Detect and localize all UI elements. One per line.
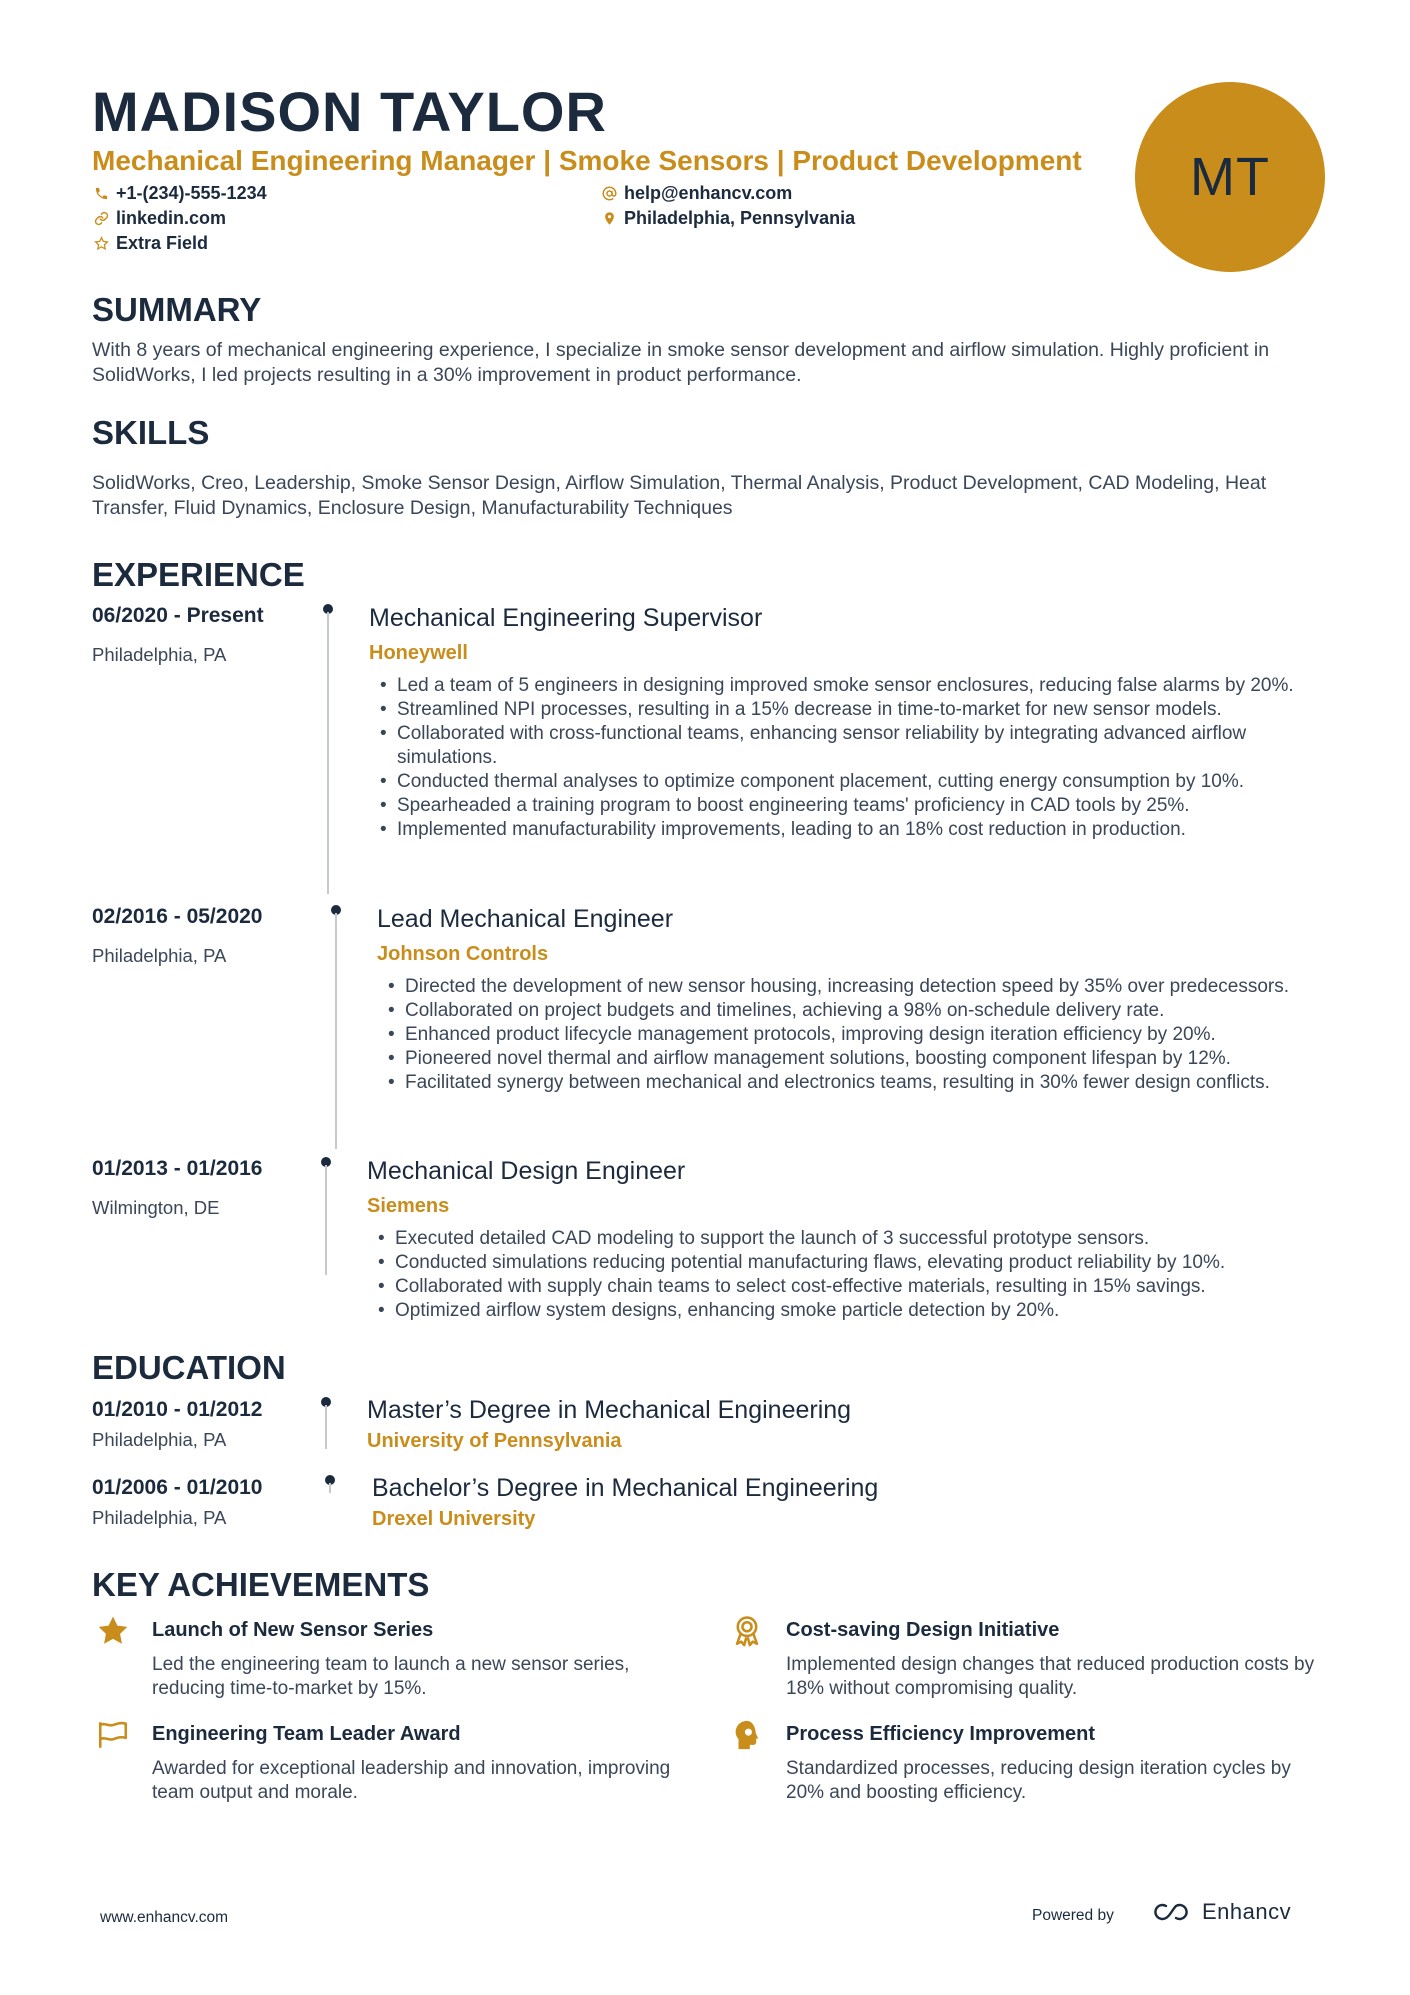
footer-website[interactable]: www.enhancv.com [100, 1909, 229, 1926]
degree-title: Bachelor’s Degree in Mechanical Engineering [372, 1474, 879, 1502]
at-sign-icon [600, 184, 618, 202]
job-dates: 02/2016 - 05/2020 [92, 905, 263, 928]
star-icon [94, 1612, 132, 1650]
bullet-item: • Executed detailed CAD modeling to support the launch of 3 successful prototype sensors. [373, 1227, 1333, 1251]
education-heading: EDUCATION [92, 1349, 286, 1386]
achievement-title: Engineering Team Leader Award [152, 1723, 461, 1745]
timeline-line [335, 913, 337, 1149]
company-name: Siemens [367, 1195, 450, 1217]
achievement-desc: Awarded for exceptional leadership and innovation, improving team output and morale. [152, 1758, 671, 1803]
job-title: Mechanical Design Engineer [367, 1157, 686, 1185]
head-gear-icon [728, 1716, 766, 1754]
bullet-item: • Enhanced product lifecycle management protocols, improving design iteration efficiency by 20%. [383, 1023, 1333, 1047]
skills-heading: SKILLS [92, 414, 210, 451]
bullet-item: • Conducted simulations reducing potential manufacturing flaws, elevating product reliability by 10%. [373, 1251, 1333, 1275]
achievement-title: Launch of New Sensor Series [152, 1619, 434, 1641]
school-name: Drexel University [372, 1508, 536, 1530]
phone-text: +1-(234)-555-1234 [116, 183, 267, 203]
job-bullets [373, 1227, 1333, 1323]
edu-dates: 01/2006 - 01/2010 [92, 1476, 263, 1499]
map-pin-icon [600, 209, 618, 227]
job-location: Philadelphia, PA [92, 644, 227, 665]
edu-location: Philadelphia, PA [92, 1507, 227, 1528]
bullet-item: • Streamlined NPI processes, resulting in a 15% decrease in time-to-market for new sensor models. [375, 698, 1335, 722]
bullet-item: • Implemented manufacturability improvements, leading to an 18% cost reduction in production. [375, 818, 1335, 842]
linkedin-text: linkedin.com [116, 208, 227, 228]
extra-text: Extra Field [116, 233, 209, 253]
enhancv-logo-icon [1150, 1898, 1198, 1926]
summary-heading: SUMMARY [92, 291, 262, 328]
job-bullets [375, 674, 1335, 842]
timeline-line [327, 612, 329, 894]
contact-linkedin[interactable] [92, 206, 226, 230]
candidate-headline: Mechanical Engineering Manager | Smoke Sensors | Product Development [92, 145, 1082, 176]
bullet-item: • Optimized airflow system designs, enhancing smoke particle detection by 20%. [373, 1299, 1333, 1323]
timeline-line [325, 1405, 327, 1449]
footer-brand-name: Enhancv [1202, 1899, 1292, 1924]
bullet-item: • Spearheaded a training program to boost engineering teams' proficiency in CAD tools by 25%. [375, 794, 1335, 818]
phone-icon [92, 184, 110, 202]
star-outline-icon [92, 234, 110, 252]
bullet-item: • Led a team of 5 engineers in designing improved smoke sensor enclosures, reducing false alarms by 20%. [375, 674, 1335, 698]
candidate-name: MADISON TAYLOR [92, 80, 607, 143]
company-name: Johnson Controls [377, 943, 549, 965]
job-title: Mechanical Engineering Supervisor [369, 604, 763, 632]
job-bullets [383, 975, 1333, 1095]
company-name: Honeywell [369, 642, 468, 664]
edu-location: Philadelphia, PA [92, 1429, 227, 1450]
job-dates: 06/2020 - Present [92, 604, 264, 627]
summary-text: With 8 years of mechanical engineering experience, I specialize in smoke sensor development and airflow simulation. Highly proficient in SolidWorks, I led projects resulting in a 30% improvement in product performance. [92, 339, 1270, 386]
footer-brand-logo[interactable] [1150, 1898, 1291, 1926]
email-text: help@enhancv.com [624, 183, 793, 203]
achievement-title: Process Efficiency Improvement [786, 1723, 1096, 1745]
skills-text: SolidWorks, Creo, Leadership, Smoke Sensor Design, Airflow Simulation, Thermal Analysis, Product Development, CAD Modeling, Heat Transfer, Fluid Dynamics, Enclosure Design, Manufacturability Techniques [92, 472, 1267, 519]
contact-location [600, 206, 855, 230]
footer-powered-by: Powered by [1032, 1907, 1114, 1924]
achievements-heading: KEY ACHIEVEMENTS [92, 1566, 430, 1603]
bullet-item: • Pioneered novel thermal and airflow management solutions, boosting component lifespan by 12%. [383, 1047, 1333, 1071]
award-ribbon-icon [728, 1612, 766, 1650]
contact-email[interactable] [600, 181, 792, 205]
bullet-item: • Facilitated synergy between mechanical and electronics teams, resulting in 30% fewer design conflicts. [383, 1071, 1333, 1095]
bullet-item: • Collaborated with cross-functional teams, enhancing sensor reliability by integrating advanced airflow simulations. [375, 722, 1335, 770]
edu-dates: 01/2010 - 01/2012 [92, 1398, 263, 1421]
achievement-title: Cost-saving Design Initiative [786, 1619, 1060, 1641]
avatar-initials: MT [1190, 147, 1270, 207]
flag-icon [94, 1716, 132, 1754]
timeline-line [325, 1165, 327, 1275]
achievement-desc: Implemented design changes that reduced production costs by 18% without compromising quality. [786, 1654, 1315, 1699]
bullet-item: • Collaborated on project budgets and timelines, achieving a 98% on-schedule delivery rate. [383, 999, 1333, 1023]
link-icon [92, 209, 110, 227]
degree-title: Master’s Degree in Mechanical Engineering [367, 1396, 852, 1424]
bullet-item: • Conducted thermal analyses to optimize component placement, cutting energy consumption by 10%. [375, 770, 1335, 794]
job-dates: 01/2013 - 01/2016 [92, 1157, 263, 1180]
job-location: Wilmington, DE [92, 1197, 220, 1218]
experience-heading: EXPERIENCE [92, 556, 305, 593]
achievement-desc: Led the engineering team to launch a new sensor series, reducing time-to-market by 15%. [152, 1654, 630, 1699]
timeline-line [329, 1483, 331, 1493]
school-name: University of Pennsylvania [367, 1430, 622, 1452]
bullet-item: • Directed the development of new sensor housing, increasing detection speed by 35% over predecessors. [383, 975, 1333, 999]
location-text: Philadelphia, Pennsylvania [624, 208, 856, 228]
achievement-desc: Standardized processes, reducing design iteration cycles by 20% and boosting efficiency. [786, 1758, 1291, 1803]
job-title: Lead Mechanical Engineer [377, 905, 674, 933]
contact-extra [92, 231, 208, 255]
bullet-item: • Collaborated with supply chain teams to select cost-effective materials, resulting in 15% savings. [373, 1275, 1333, 1299]
avatar [1135, 82, 1325, 272]
contact-phone [92, 181, 267, 205]
job-location: Philadelphia, PA [92, 945, 227, 966]
